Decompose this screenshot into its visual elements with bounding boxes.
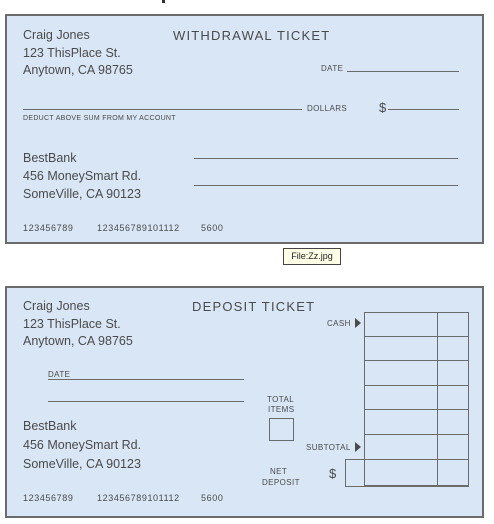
bank-name: BestBank — [23, 419, 77, 433]
bank-address-line1: 456 MoneySmart Rd. — [23, 169, 142, 183]
ticket-title: WITHDRAWAL TICKET — [173, 28, 331, 43]
account-holder-name: Craig Jones — [23, 299, 90, 313]
bank-address-line2: SomeVille, CA 90123 — [23, 187, 141, 201]
grid-row-divider — [365, 385, 468, 386]
account-number: 123456789101112 — [97, 223, 180, 233]
holder-address-line2: Anytown, CA 98765 — [23, 334, 133, 348]
date-label: DATE — [321, 64, 344, 73]
routing-number: 123456789 — [23, 493, 74, 503]
net-deposit-box[interactable] — [345, 459, 469, 487]
blank-line[interactable] — [48, 401, 244, 402]
dollar-sign: $ — [379, 100, 387, 115]
holder-address-line2: Anytown, CA 98765 — [23, 63, 133, 77]
total-items-box[interactable] — [269, 418, 294, 441]
amount-words-line[interactable] — [23, 109, 302, 110]
amount-number-line[interactable] — [388, 109, 459, 110]
signature-line-1[interactable] — [194, 158, 458, 159]
net-deposit-cents-divider — [437, 460, 438, 486]
check-number: 5600 — [201, 493, 224, 503]
ticket-title: DEPOSIT TICKET — [192, 299, 316, 314]
routing-number: 123456789 — [23, 223, 74, 233]
bank-address-line2: SomeVille, CA 90123 — [23, 457, 141, 471]
holder-address-line1: 123 ThisPlace St. — [23, 317, 121, 331]
subtotal-arrow-icon — [355, 442, 361, 452]
withdrawal-ticket — [5, 14, 484, 244]
total-items-label-2: ITEMS — [268, 405, 295, 414]
date-line[interactable] — [347, 71, 459, 72]
account-number: 123456789101112 — [97, 493, 180, 503]
grid-row-divider — [365, 409, 468, 410]
account-holder-name: Craig Jones — [23, 28, 90, 42]
top-marker-dot — [162, 0, 165, 3]
bank-address-line1: 456 MoneySmart Rd. — [23, 438, 142, 452]
bank-name: BestBank — [23, 151, 77, 165]
subtotal-label: SUBTOTAL — [306, 443, 351, 452]
dollar-sign: $ — [329, 466, 337, 481]
cash-arrow-icon — [355, 318, 361, 328]
grid-row-divider — [365, 360, 468, 361]
date-label: DATE — [48, 370, 71, 379]
cash-label: CASH — [327, 319, 351, 328]
deduct-label: DEDUCT ABOVE SUM FROM MY ACCOUNT — [23, 115, 176, 122]
total-items-label-1: TOTAL — [267, 395, 295, 404]
holder-address-line1: 123 ThisPlace St. — [23, 46, 121, 60]
deposit-ticket — [5, 286, 484, 518]
net-deposit-label-1: NET — [270, 467, 288, 476]
date-line[interactable] — [48, 379, 244, 380]
signature-line-2[interactable] — [194, 185, 458, 186]
file-caption[interactable]: File:Zz.jpg — [283, 248, 341, 265]
check-number: 5600 — [201, 223, 224, 233]
net-deposit-label-2: DEPOSIT — [262, 478, 300, 487]
grid-row-divider — [365, 336, 468, 337]
grid-row-divider — [365, 434, 468, 435]
dollars-label: DOLLARS — [307, 104, 348, 113]
